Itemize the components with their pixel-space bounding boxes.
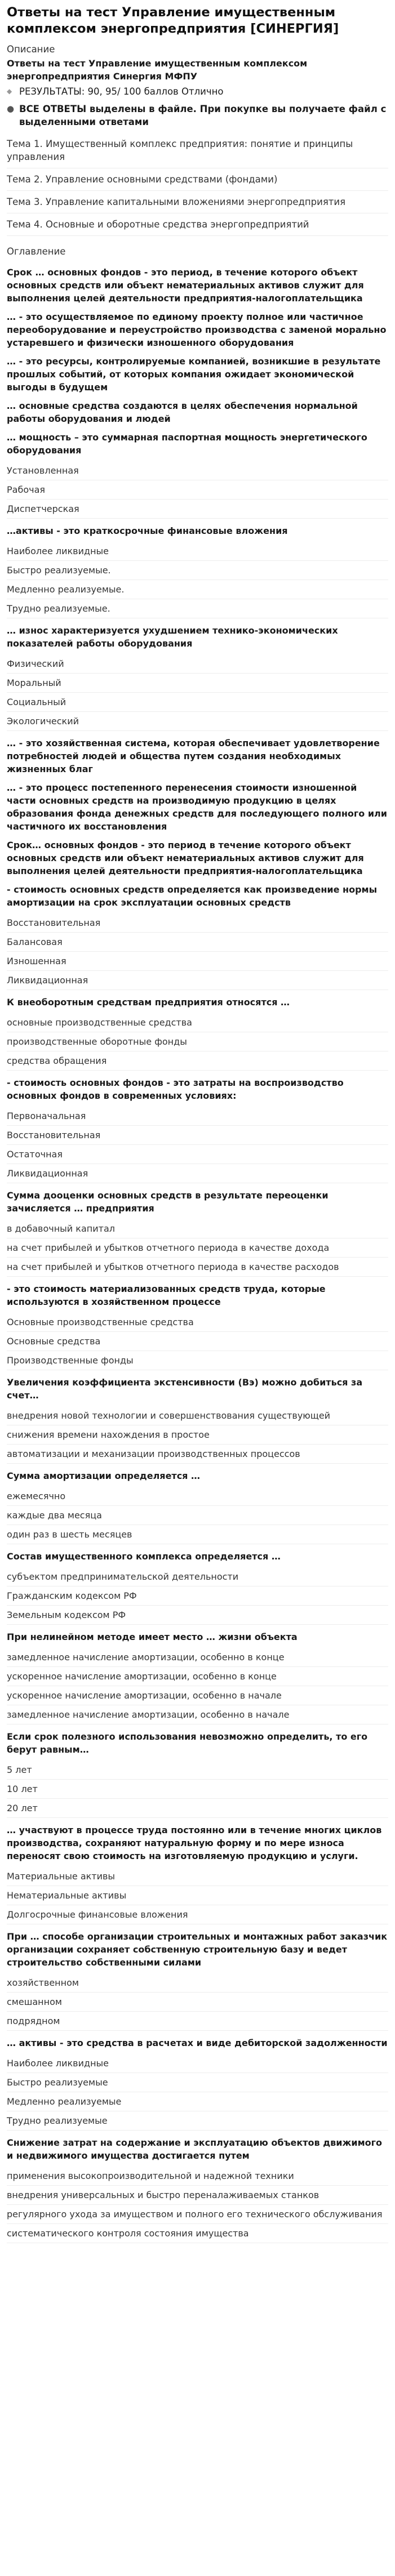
question-text: Сумма дооценки основных средств в результате переоценки зачисляется … предприятия (7, 1190, 329, 1214)
question-block (7, 1630, 388, 1724)
answer-option: Наиболее ликвидные (7, 542, 388, 561)
answer-option: ежемесячно (7, 1487, 388, 1506)
answer-option: подрядном (7, 2012, 388, 2031)
question-text: При нелинейном методе имеет место … жизни объекта (7, 1632, 298, 1642)
answer-option: Рабочая (7, 480, 388, 500)
answer-option: на счет прибылей и убытков отчетного периода в качестве расходов (7, 1258, 388, 1277)
answer-option: Медленно реализуемые (7, 2092, 388, 2111)
question-block (7, 399, 388, 425)
topic-item[interactable]: Тема 3. Управление капитальными вложениями энергопредприятия (7, 191, 388, 213)
question-text: … участвуют в процессе труда постоянно или в течение многих циклов производства, сохраняют натуральную форму и по мере износа переносят свою стоимость на изготовляемую продукцию и услуги. (7, 1825, 382, 1861)
page-title: Ответы на тест Управление имущественным комплексом энергопредприятия [СИНЕРГИЯ] (7, 5, 339, 36)
answer-option: хозяйственном (7, 1973, 388, 1993)
question-text: Состав имущественного комплекса определяется … (7, 1551, 281, 1562)
question-block (7, 1076, 388, 1183)
answer-option: 10 лет (7, 1780, 388, 1799)
question-text: … износ характеризуется ухудшением технико-экономических показателей работы оборудования (7, 625, 338, 649)
description-text: Ответы на тест Управление имущественным комплексом энергопредприятия Синергия МФПУ (7, 58, 308, 82)
question-block (7, 1376, 388, 1464)
question-block (7, 2136, 388, 2243)
question-text: Срок… основных фондов - это период в течение которого объект основных средств или объект нематериальных активов служит для выполнения целей деятельности предприятия-налогоплательщика (7, 840, 364, 876)
answer-option: 20 лет (7, 1799, 388, 1818)
answer-option: ускоренное начисление амортизации, особенно в начале (7, 1686, 388, 1705)
answer-option: Основные производственные средства (7, 1313, 388, 1332)
answer-option: Экологический (7, 712, 388, 731)
question-text: …активы - это краткосрочные финансовые вложения (7, 525, 288, 536)
answer-option: Социальный (7, 693, 388, 712)
diamond-icon: ◆ (7, 87, 12, 95)
answer-option: Быстро реализуемые (7, 2073, 388, 2092)
answer-option: Первоначальная (7, 1107, 388, 1126)
note-text: ВСЕ ОТВЕТЫ выделены в файле. При покупке вы получаете файл с выделенными ответами (19, 104, 387, 127)
question-block (7, 883, 388, 990)
answer-option: Ликвидационная (7, 1164, 388, 1183)
question-text: Если срок полезного использования невозможно определить, то его берут равным… (7, 1731, 368, 1755)
answer-option: Наиболее ликвидные (7, 2054, 388, 2073)
answer-option: регулярного ухода за имуществом и полного его технического обслуживания (7, 2205, 388, 2224)
question-text: Срок … основных фондов - это период, в течение которого объект основных средств или объект нематериальных активов служит для выполнения целей деятельности предприятия-налогоплательщика (7, 267, 364, 304)
answer-option: смешанном (7, 1993, 388, 2012)
question-block (7, 839, 388, 877)
answer-option: Основные средства (7, 1332, 388, 1351)
answer-option: Установленная (7, 461, 388, 480)
question-block (7, 1282, 388, 1370)
question-text: Сумма амортизации определяется … (7, 1470, 201, 1481)
answer-option: 5 лет (7, 1761, 388, 1780)
note-line (7, 102, 388, 128)
answer-option: на счет прибылей и убытков отчетного периода в качестве дохода (7, 1238, 388, 1258)
question-text: … мощность – это суммарная паспортная мощность энергетического оборудования (7, 432, 367, 456)
answer-option: Моральный (7, 674, 388, 693)
question-block (7, 1189, 388, 1277)
answer-option: основные производственные средства (7, 1013, 388, 1032)
question-text: При … способе организации строительных и монтажных работ заказчик организации сохраняет собственную строительную базу и ведет строительство собственными силами (7, 1931, 388, 1968)
question-text: - стоимость основных фондов - это затраты на воспроизводство основных фондов в современных условиях: (7, 1077, 344, 1101)
question-block (7, 355, 388, 394)
answer-option: Ликвидационная (7, 971, 388, 990)
toc-label: Оглавление (7, 246, 66, 257)
question-text: … активы - это средства в расчетах и виде дебиторской задолженности (7, 2038, 388, 2048)
question-text: Снижение затрат на содержание и эксплуатацию объектов движимого и недвижимого имущества достигается путем (7, 2137, 383, 2161)
question-text: Увеличения коэффициента экстенсивности (Вэ) можно добиться за счет… (7, 1377, 363, 1401)
question-block (7, 266, 388, 305)
answer-option: замедленное начисление амортизации, особенно в начале (7, 1705, 388, 1724)
answer-option: автоматизации и механизации производственных процессов (7, 1445, 388, 1464)
question-block (7, 737, 388, 776)
question-text: … основные средства создаются в целях обеспечения нормальной работы оборудования и людей (7, 400, 358, 424)
answer-option: Быстро реализуемые. (7, 561, 388, 580)
question-block (7, 1730, 388, 1818)
answer-option: применения высокопроизводительной и надежной техники (7, 2167, 388, 2186)
answer-option: Балансовая (7, 933, 388, 952)
answer-option: ускоренное начисление амортизации, особенно в конце (7, 1667, 388, 1686)
answer-option: один раз в шесть месяцев (7, 1525, 388, 1544)
question-block (7, 1824, 388, 1924)
answer-option: Трудно реализуемые. (7, 599, 388, 618)
answer-option: Физический (7, 654, 388, 674)
question-text: - стоимость основных средств определяется как произведение нормы амортизации на срок эксплуатации основных средств (7, 884, 378, 908)
answer-option: Гражданским кодексом РФ (7, 1586, 388, 1606)
answer-option: Материальные активы (7, 1867, 388, 1886)
answer-option: снижения времени нахождения в простое (7, 1425, 388, 1445)
answer-option: Земельным кодексом РФ (7, 1606, 388, 1625)
question-block (7, 624, 388, 731)
question-block (7, 524, 388, 618)
answer-option: в добавочный капитал (7, 1219, 388, 1238)
answer-option: внедрения универсальных и быстро переналаживаемых станков (7, 2186, 388, 2205)
answer-option: Изношенная (7, 952, 388, 971)
answer-option: каждые два месяца (7, 1506, 388, 1525)
answer-option: Восстановительная (7, 913, 388, 933)
question-block (7, 310, 388, 349)
answer-option: Долгосрочные финансовые вложения (7, 1905, 388, 1924)
question-block (7, 2036, 388, 2131)
answer-option: Восстановительная (7, 1126, 388, 1145)
question-block (7, 1469, 388, 1544)
question-text: … - это процесс постепенного перенесения стоимости изношенной части основных средств на производимую продукцию в целях образования фонда денежных средств для последующего полного или частичного их восстановления (7, 782, 387, 832)
answer-option: систематического контроля состояния имущества (7, 2224, 388, 2243)
results-line (7, 85, 388, 98)
answer-option: Остаточная (7, 1145, 388, 1164)
results-text: РЕЗУЛЬТАТЫ: 90, 95/ 100 баллов Отлично (19, 86, 224, 97)
answer-option: производственные оборотные фонды (7, 1032, 388, 1051)
circle-icon: ● (7, 104, 15, 114)
questions-list (7, 266, 388, 2243)
answer-option: субъектом предпринимательской деятельности (7, 1567, 388, 1586)
answer-option: Нематериальные активы (7, 1886, 388, 1905)
answer-option: замедленное начисление амортизации, особенно в конце (7, 1648, 388, 1667)
answer-option: Трудно реализуемые (7, 2111, 388, 2131)
question-block (7, 1550, 388, 1625)
topics-list (7, 133, 388, 236)
question-text: … - это осуществляемое по единому проекту полное или частичное переоборудование и переустройство производства с заменой морально устаревшего и физически изношенного оборудования (7, 311, 387, 348)
answer-option: средства обращения (7, 1051, 388, 1071)
question-block (7, 781, 388, 833)
answer-option: Медленно реализуемые. (7, 580, 388, 599)
question-block (7, 996, 388, 1071)
topic-item[interactable]: Тема 2. Управление основными средствами (фондами) (7, 168, 388, 191)
question-text: - это стоимость материализованных средств труда, которые используются в хозяйственном процессе (7, 1283, 326, 1307)
question-text: … - это ресурсы, контролируемые компанией, возникшие в результате прошлых событий, от которых компания ожидает экономической выгоды в будущем (7, 356, 381, 393)
answer-option: внедрения новой технологии и совершенствования существующей (7, 1406, 388, 1425)
description-label: Описание (7, 44, 55, 55)
answer-option: Диспетчерская (7, 500, 388, 519)
answer-option: Производственные фонды (7, 1351, 388, 1370)
topic-item[interactable]: Тема 4. Основные и оборотные средства энергопредприятий (7, 213, 388, 236)
question-block (7, 1930, 388, 2031)
question-text: … - это хозяйственная система, которая обеспечивает удовлетворение потребностей людей и общества путем создания необходимых жизненных благ (7, 738, 380, 774)
question-block (7, 431, 388, 519)
topic-item[interactable]: Тема 1. Имущественный комплекс предприятия: понятие и принципы управления (7, 133, 388, 168)
question-text: К внеоборотным средствам предприятия относятся … (7, 997, 290, 1008)
